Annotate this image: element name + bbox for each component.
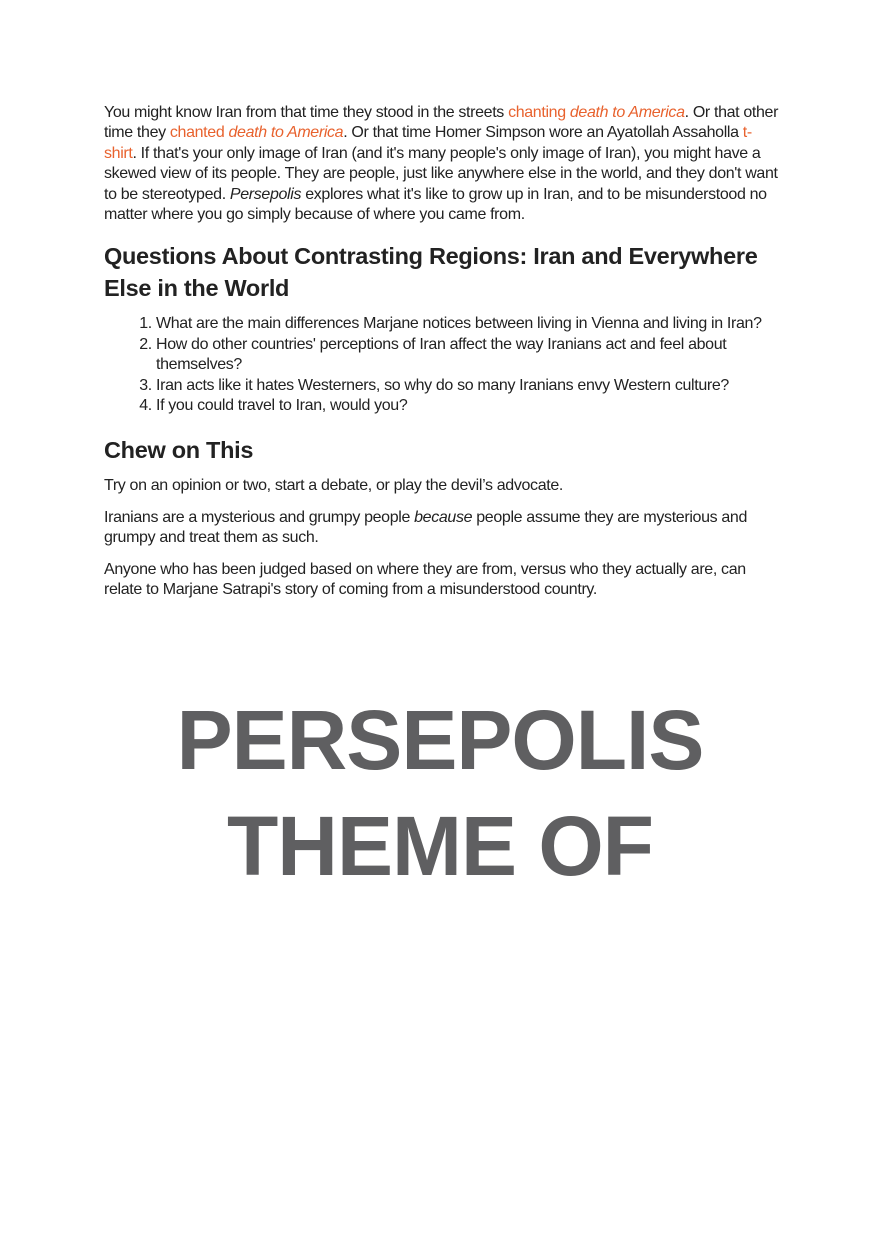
list-item: 1. What are the main differences Marjane notices between living in Vienna and living in Iran? — [156, 314, 780, 334]
chew-paragraph-3: Anyone who has been judged based on where they are from, versus who they actually are, can relate to Marjane Satrapi's story of coming from a misunderstood country. — [104, 560, 746, 599]
chanted-link[interactable] — [170, 124, 343, 141]
t-shirt-link[interactable]: t-shirt — [104, 124, 752, 162]
chanting-link[interactable] — [508, 104, 685, 121]
text: people assume they are mysterious and grumpy and treat them as such. — [104, 508, 748, 547]
questions-heading: Questions About Contrasting Regions: Iran and Everywhere Else in the World — [104, 243, 758, 302]
text: . Or that other time they — [104, 104, 779, 142]
link-text-italic: death to America — [569, 104, 685, 121]
emphasis: because — [414, 508, 473, 526]
text: You might know Iran from that time they stood in the streets — [104, 104, 509, 121]
chew-heading: Chew on This — [104, 437, 254, 464]
chew-paragraph-2 — [104, 508, 780, 549]
list-item: 3. Iran acts like it hates Westerners, so why do so many Iranians envy Western culture? — [156, 376, 780, 396]
book-title: Persepolis — [229, 185, 302, 203]
text: explores what it's like to grow up in Iran, and to be misunderstood no matter where you go simply because of where you came from. — [104, 185, 767, 224]
banner-title-line-1: PERSEPOLIS — [176, 693, 704, 787]
text: Iranians are a mysterious and grumpy people — [104, 508, 415, 526]
link-text: chanted — [169, 124, 229, 142]
list-item: 2. How do other countries' perceptions of Iran affect the way Iranians act and feel about themselves? — [156, 335, 780, 376]
intro-paragraph — [104, 103, 780, 225]
list-item: 4. If you could travel to Iran, would you? — [156, 396, 780, 416]
link-text: chanting — [508, 104, 570, 121]
link-text-italic: death to America — [228, 124, 344, 142]
document-body — [104, 103, 780, 612]
banner-title-line-2: THEME OF — [227, 799, 653, 893]
text: . If that's your only image of Iran (and it's many people's only image of Iran), you might have a skewed view of its people. They are people, just like anywhere else in the world, and they don't want to be stereotyped. — [104, 144, 778, 203]
text: . Or that time Homer Simpson wore an Ayatollah Assaholla — [343, 124, 743, 142]
questions-list — [104, 314, 780, 416]
chew-paragraph-1: Try on an opinion or two, start a debate, or play the devil’s advocate. — [104, 477, 563, 495]
